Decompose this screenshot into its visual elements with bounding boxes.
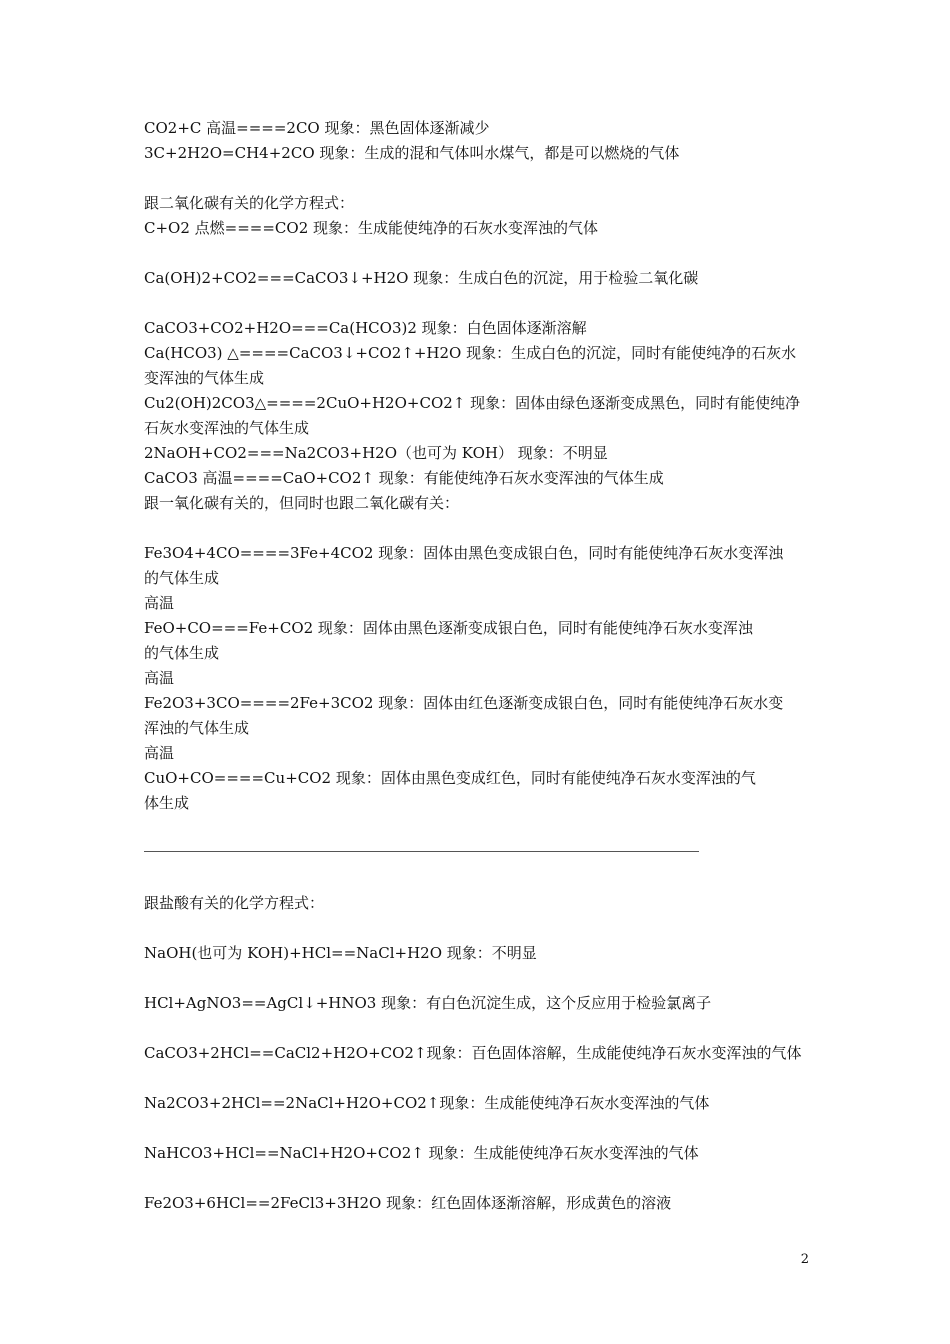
text-line: 石灰水变浑浊的气体生成 bbox=[144, 419, 310, 437]
text-line: CaCO3+CO2+H2O===Ca(HCO3)2 现象：白色固体逐渐溶解 bbox=[144, 319, 587, 337]
text-line: 3C+2H2O=CH4+2CO 现象：生成的混和气体叫水煤气，都是可以燃烧的气体 bbox=[144, 144, 680, 162]
section-heading: 跟二氧化碳有关的化学方程式： bbox=[144, 194, 355, 212]
text-line: 浑浊的气体生成 bbox=[144, 719, 250, 737]
text-line: C+O2 点燃====CO2 现象：生成能使纯净的石灰水变浑浊的气体 bbox=[144, 219, 599, 237]
condition-label: 高温 bbox=[144, 594, 175, 612]
text-line: Ca(HCO3) △====CaCO3↓+CO2↑+H2O 现象：生成白色的沉淀，同时有能使纯净的石灰水 bbox=[144, 344, 797, 362]
text-line: CO2+C 高温====2CO 现象：黑色固体逐渐减少 bbox=[144, 119, 490, 137]
text-line: 变浑浊的气体生成 bbox=[144, 369, 265, 387]
text-line: Ca(OH)2+CO2===CaCO3↓+H2O 现象：生成白色的沉淀，用于检验二氧化碳 bbox=[144, 269, 699, 287]
text-line: 的气体生成 bbox=[144, 569, 220, 587]
text-line: 的气体生成 bbox=[144, 644, 220, 662]
condition-label: 高温 bbox=[144, 744, 175, 762]
section-heading: 跟一氧化碳有关的，但同时也跟二氧化碳有关： bbox=[144, 494, 460, 512]
text-line: NaOH(也可为 KOH)+HCl==NaCl+H2O 现象：不明显 bbox=[144, 944, 537, 962]
horizontal-divider bbox=[144, 851, 699, 852]
text-line: 体生成 bbox=[144, 794, 190, 812]
text-line: CaCO3+2HCl==CaCl2+H2O+CO2↑现象：百色固体溶解，生成能使纯净石灰水变浑浊的气体 bbox=[144, 1044, 802, 1062]
text-line: Fe2O3+6HCl==2FeCl3+3H2O 现象：红色固体逐渐溶解，形成黄色的溶液 bbox=[144, 1194, 672, 1212]
text-line: HCl+AgNO3==AgCl↓+HNO3 现象：有白色沉淀生成，这个反应用于检验氯离子 bbox=[144, 994, 712, 1012]
section-heading: 跟盐酸有关的化学方程式： bbox=[144, 894, 325, 912]
text-line: Fe2O3+3CO====2Fe+3CO2 现象：固体由红色逐渐变成银白色，同时有能使纯净石灰水变 bbox=[144, 694, 784, 712]
condition-label: 高温 bbox=[144, 669, 175, 687]
text-line: Fe3O4+4CO====3Fe+4CO2 现象：固体由黑色变成银白色，同时有能使纯净石灰水变浑浊 bbox=[144, 544, 784, 562]
text-line: CaCO3 高温====CaO+CO2↑ 现象：有能使纯净石灰水变浑浊的气体生成 bbox=[144, 469, 664, 487]
text-line: Na2CO3+2HCl==2NaCl+H2O+CO2↑现象：生成能使纯净石灰水变浑浊的气体 bbox=[144, 1094, 710, 1112]
text-line: 2NaOH+CO2===Na2CO3+H2O（也可为 KOH） 现象：不明显 bbox=[144, 444, 608, 462]
text-line: CuO+CO====Cu+CO2 现象：固体由黑色变成红色，同时有能使纯净石灰水变浑浊的气 bbox=[144, 769, 756, 787]
text-line: NaHCO3+HCl==NaCl+H2O+CO2↑ 现象：生成能使纯净石灰水变浑浊的气体 bbox=[144, 1144, 699, 1162]
text-line: FeO+CO===Fe+CO2 现象：固体由黑色逐渐变成银白色，同时有能使纯净石灰水变浑浊 bbox=[144, 619, 753, 637]
text-line: Cu2(OH)2CO3△====2CuO+H2O+CO2↑ 现象：固体由绿色逐渐变成黑色，同时有能使纯净 bbox=[144, 394, 801, 412]
page-number: 2 bbox=[800, 1252, 809, 1267]
